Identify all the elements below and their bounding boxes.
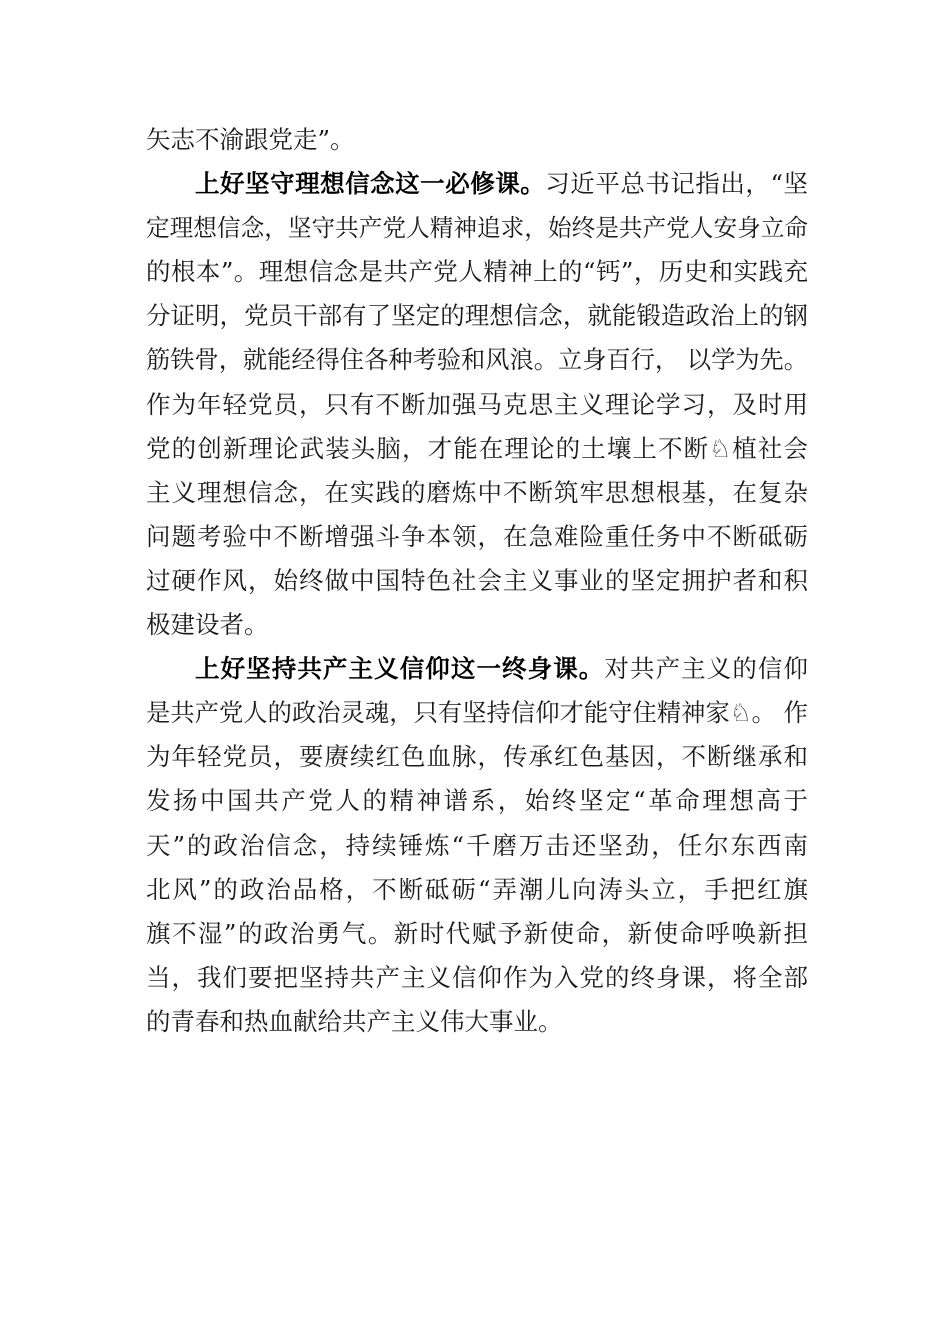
text-line [146, 956, 808, 1000]
text-line [146, 427, 808, 471]
text-line [146, 383, 808, 427]
line-text: 矢志不渝跟党走”。 [146, 125, 355, 154]
text-line [146, 515, 808, 559]
line-text: 旗不湿”的政治勇气。新时代赋予新使命，新使命呼唤新担 [146, 918, 808, 948]
line-text: 天”的政治信念，持续锤炼“千磨万击还坚劲，任尔东西南 [146, 830, 808, 860]
text-line [146, 824, 808, 868]
line-text: 主义理想信念，在实践的磨炼中不断筑牢思想根基，在复杂 [146, 477, 808, 507]
document-body [146, 118, 808, 1044]
text-line [146, 118, 808, 162]
line-text: 发扬中国共产党人的精神谱系，始终坚定“革命理想高于 [146, 786, 808, 816]
line-text: 问题考验中不断增强斗争本领，在急难险重任务中不断砥砺 [146, 521, 808, 551]
paragraph-heading: 上好坚持共产主义信仰这一终身课。 [195, 654, 605, 684]
line-text: 北风”的政治品格，不断砥砺“弄潮儿向涛头立，手把红旗 [146, 874, 808, 904]
line-text: 分证明，党员干部有了坚定的理想信念，就能锻造政治上的钢 [146, 301, 808, 331]
line-text: 为年轻党员，要赓续红色血脉，传承红色基因，不断继承和 [146, 742, 808, 772]
text-line [146, 691, 808, 735]
text-line [146, 559, 808, 603]
text-line [146, 338, 808, 382]
line-text: 的根本”。理想信念是共产党人精神上的“钙”，历史和实践充 [146, 257, 808, 287]
paragraph-start-line [146, 162, 808, 206]
line-text: 过硬作风，始终做中国特色社会主义事业的坚定拥护者和积 [146, 565, 808, 595]
text-line [146, 868, 808, 912]
line-text: 当，我们要把坚持共产主义信仰作为入党的终身课，将全部 [146, 962, 808, 992]
text-line [146, 912, 808, 956]
text-line [146, 206, 808, 250]
line-text: 对共产主义的信仰 [604, 654, 808, 684]
text-line [146, 1000, 808, 1044]
line-text: 习近平总书记指出，“坚 [545, 169, 809, 199]
line-text: 的青春和热血献给共产主义伟大事业。 [146, 1006, 563, 1036]
line-text: 极建设者。 [146, 610, 269, 640]
text-line [146, 471, 808, 515]
line-text: 筋铁骨，就能经得住各种考验和风浪。立身百行， 以学为先。 [146, 345, 809, 375]
paragraph-start-line [146, 647, 808, 691]
paragraph-heading: 上好坚守理想信念这一必修课。 [195, 169, 546, 199]
line-text: 作为年轻党员，只有不断加强马克思主义理论学习，及时用 [146, 389, 808, 419]
line-text: 定理想信念，坚守共产党人精神追求，始终是共产党人安身立命 [146, 214, 808, 243]
line-text: 是共产党人的政治灵魂，只有坚持信仰才能守住精神家♘。 作 [146, 698, 808, 728]
text-line [146, 603, 808, 647]
line-text: 党的创新理论武装头脑，才能在理论的土壤上不断♘植社会 [146, 433, 808, 463]
text-line [146, 250, 808, 294]
text-line [146, 294, 808, 338]
text-line [146, 779, 808, 823]
text-line [146, 735, 808, 779]
